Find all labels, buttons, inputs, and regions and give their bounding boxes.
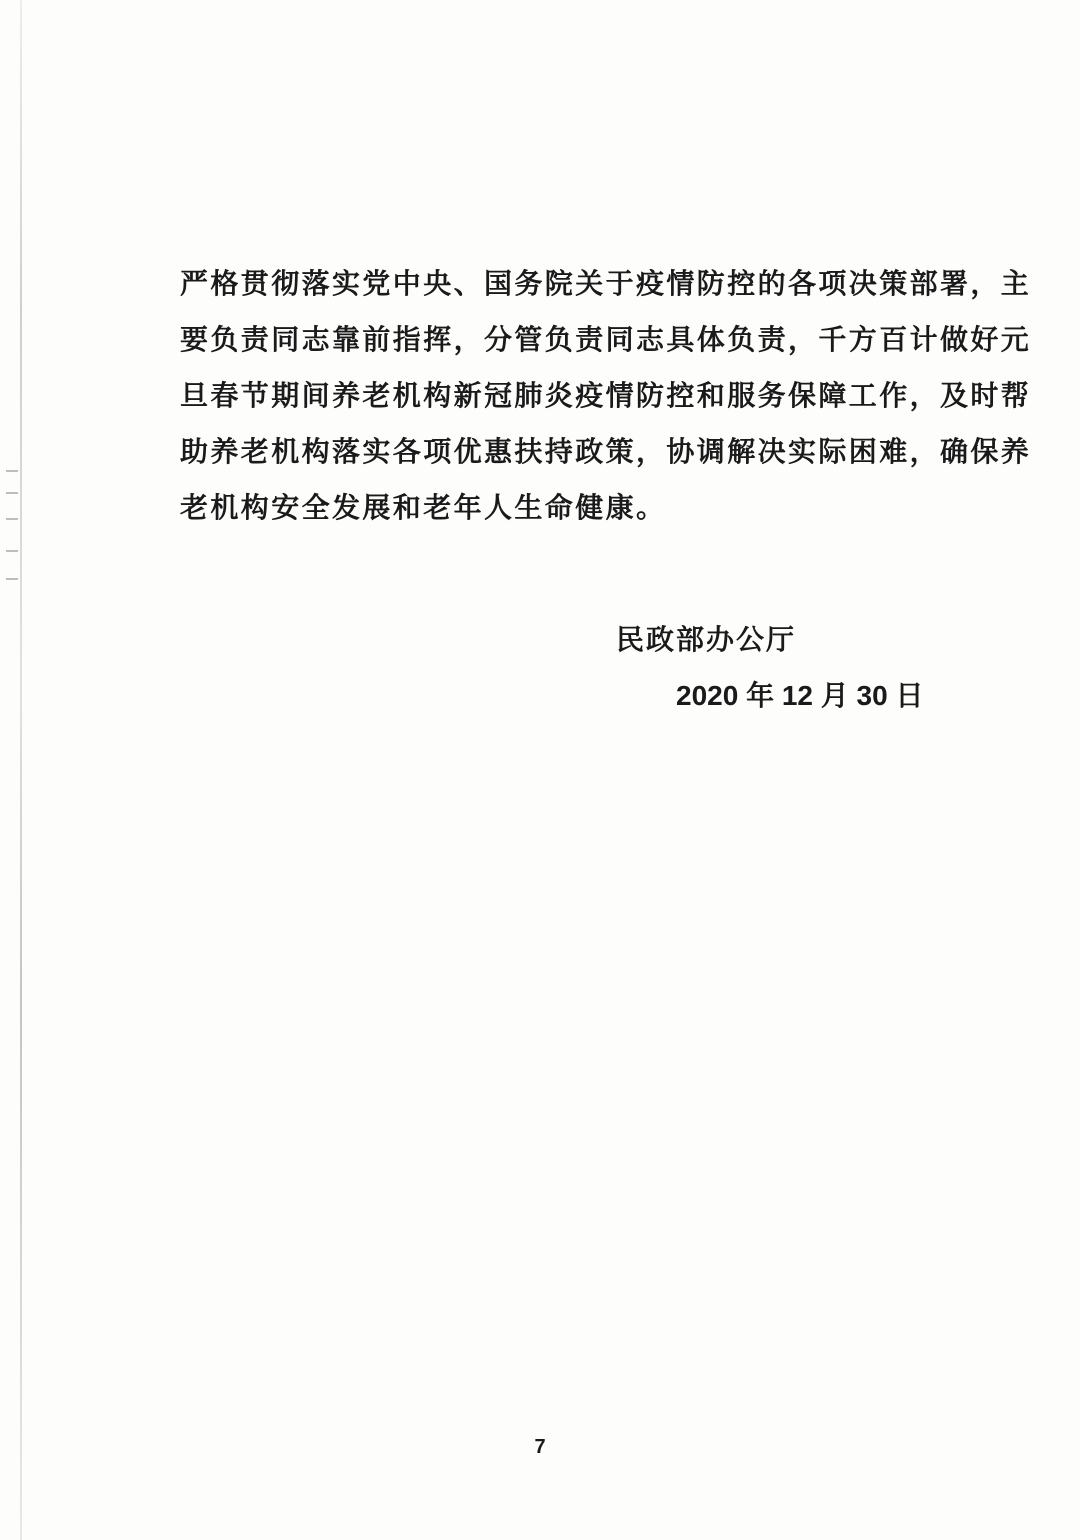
- body-line: 严格贯彻落实党中央、国务院关于疫情防控的各项决策部署，主: [180, 267, 1032, 300]
- body-line: 要负责同志靠前指挥，分管负责同志具体负责，千方百计做好元: [180, 323, 1032, 356]
- body-line: 老机构安全发展和老年人生命健康。: [180, 491, 667, 524]
- body-line: 助养老机构落实各项优惠扶持政策，协调解决实际困难，确保养: [180, 435, 1032, 468]
- page-number: 7: [534, 1436, 546, 1458]
- scan-binding-edge: [20, 0, 22, 1540]
- issue-date: 2020 年 12 月 30 日: [676, 680, 924, 711]
- scan-binding-marks: [6, 470, 22, 610]
- body-paragraph: [180, 256, 1032, 536]
- issuer-signature: 民政部办公厅: [616, 623, 797, 656]
- body-line: 旦春节期间养老机构新冠肺炎疫情防控和服务保障工作，及时帮: [180, 379, 1032, 412]
